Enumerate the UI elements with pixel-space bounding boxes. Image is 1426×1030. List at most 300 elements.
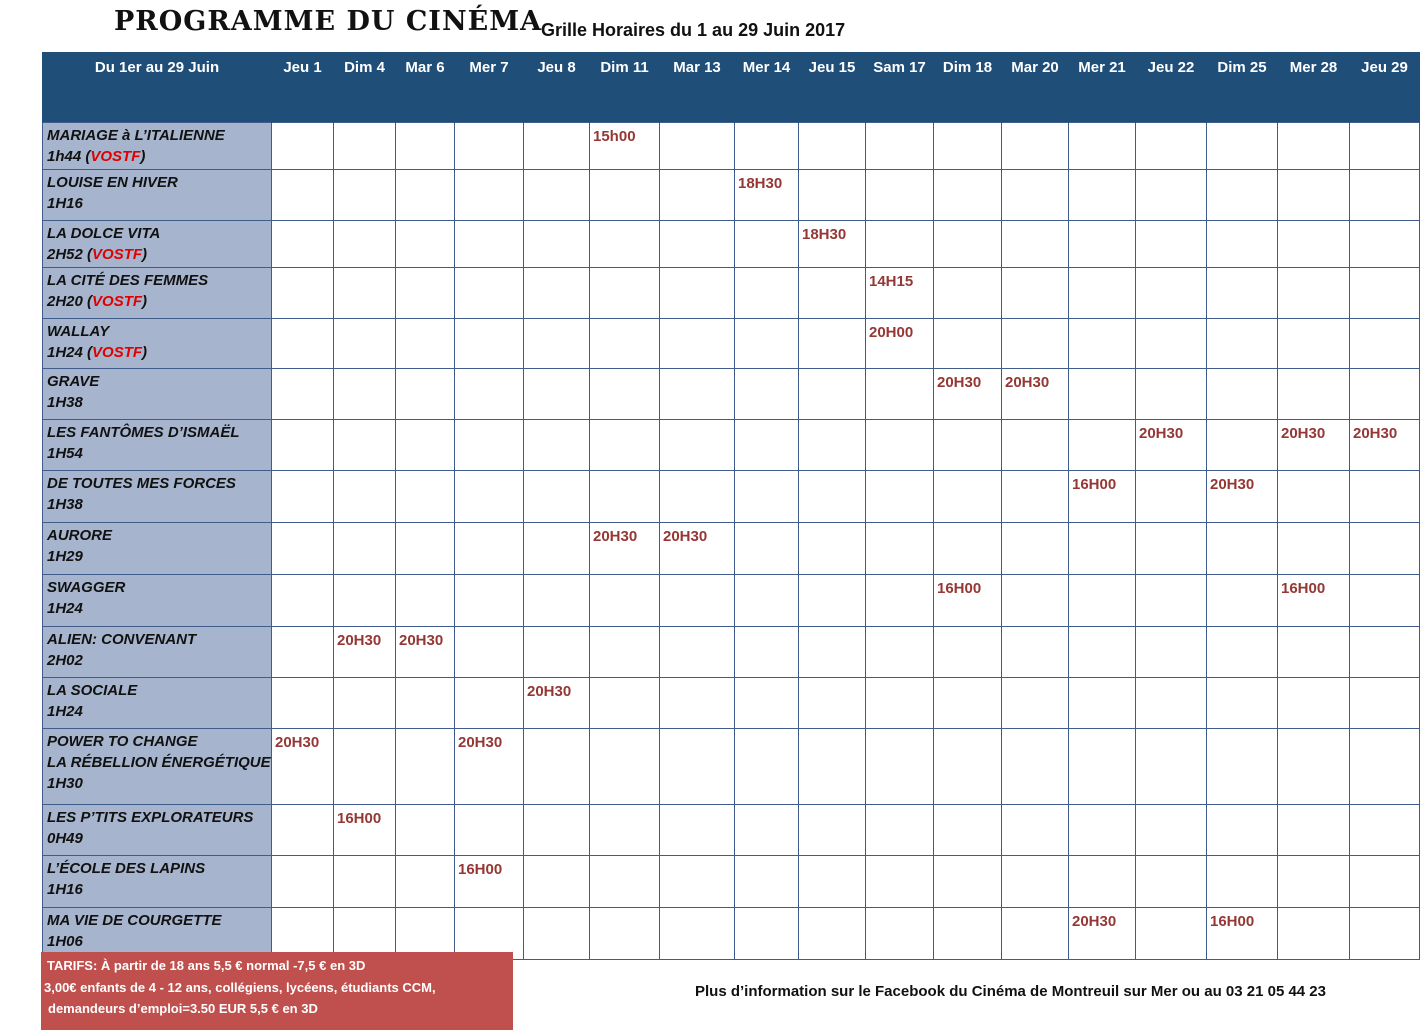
showtime-cell xyxy=(934,523,1002,575)
film-title-cell xyxy=(43,420,272,471)
showtime-cell xyxy=(396,369,455,420)
showtime-cell xyxy=(934,319,1002,369)
showtime-cell xyxy=(735,908,799,960)
film-duration: 1H38 xyxy=(47,394,83,411)
showtime-cell xyxy=(590,170,660,221)
showtime-cell xyxy=(1350,856,1420,908)
date-column-header: Mar 13 xyxy=(660,52,735,123)
showtime-cell xyxy=(396,170,455,221)
corner-label: Du 1er au 29 Juin xyxy=(43,52,272,123)
showtime-cell xyxy=(1002,908,1069,960)
showtime-cell xyxy=(1136,575,1207,627)
showtime-cell xyxy=(1002,369,1069,420)
page-title: PROGRAMME DU CINÉMA xyxy=(114,6,543,37)
showtime-cell xyxy=(1350,170,1420,221)
film-duration: 2H52 xyxy=(47,246,83,263)
showtime-cell xyxy=(455,369,524,420)
showtime: 16H00 xyxy=(937,580,982,597)
showtime-cell xyxy=(934,471,1002,523)
film-title-cell xyxy=(43,471,272,523)
film-duration: 2H02 xyxy=(47,652,83,669)
showtime-cell xyxy=(799,678,866,729)
showtime-cell xyxy=(1136,471,1207,523)
showtime-cell xyxy=(590,420,660,471)
showtime-cell xyxy=(1207,268,1278,319)
showtime-cell xyxy=(334,678,396,729)
showtime-cell xyxy=(1136,369,1207,420)
showtime: 16H00 xyxy=(337,810,382,827)
showtime-cell xyxy=(334,627,396,678)
showtime-cell xyxy=(1069,369,1136,420)
showtime-cell xyxy=(524,221,590,268)
showtime-cell xyxy=(866,268,934,319)
page-subtitle: Grille Horaires du 1 au 29 Juin 2017 xyxy=(541,20,846,40)
showtime-cell xyxy=(334,575,396,627)
film-title-cell xyxy=(43,268,272,319)
showtime: 20H30 xyxy=(1139,425,1184,442)
showtime-cell xyxy=(1002,319,1069,369)
showtime-cell xyxy=(396,123,455,170)
film-title: ALIEN: CONVENANT xyxy=(47,631,197,648)
showtime-cell xyxy=(934,729,1002,805)
showtime-cell xyxy=(735,805,799,856)
date-column-header: Mer 7 xyxy=(455,52,524,123)
showtime-cell xyxy=(1002,170,1069,221)
showtime-cell xyxy=(1278,729,1350,805)
showtime-cell xyxy=(455,319,524,369)
film-duration-line xyxy=(47,879,267,900)
showtime-cell xyxy=(1278,319,1350,369)
showtime: 14H15 xyxy=(869,273,914,290)
showtime-cell xyxy=(866,221,934,268)
showtime-cell xyxy=(524,678,590,729)
showtime-cell xyxy=(660,268,735,319)
showtime-cell xyxy=(1207,908,1278,960)
showtime-cell xyxy=(1002,268,1069,319)
film-duration-line: 2H52 (VOSTF) xyxy=(47,246,148,263)
date-column-header: Jeu 1 xyxy=(272,52,334,123)
showtime-cell xyxy=(799,729,866,805)
showtime-cell xyxy=(1278,420,1350,471)
showtime-cell xyxy=(590,319,660,369)
showtime-cell xyxy=(272,221,334,268)
showtime-cell xyxy=(524,523,590,575)
showtime-cell xyxy=(735,856,799,908)
showtime-cell xyxy=(660,221,735,268)
date-column-header: Mer 28 xyxy=(1278,52,1350,123)
showtime-cell xyxy=(1136,123,1207,170)
showtime-cell xyxy=(1069,420,1136,471)
showtime-cell xyxy=(272,369,334,420)
showtime: 20H30 xyxy=(458,734,503,751)
vostf-badge: VOSTF xyxy=(92,344,143,361)
showtime-cell xyxy=(334,221,396,268)
film-title: LA CITÉ DES FEMMES xyxy=(47,272,209,289)
film-duration: 1H38 xyxy=(47,496,83,513)
date-column-header: Jeu 29 xyxy=(1350,52,1420,123)
showtime-cell xyxy=(396,805,455,856)
film-duration-line: 1h44 (VOSTF) xyxy=(47,148,146,165)
showtime-cell xyxy=(590,123,660,170)
film-duration: 1H24 xyxy=(47,344,83,361)
showtime-cell xyxy=(799,369,866,420)
date-column-header: Jeu 22 xyxy=(1136,52,1207,123)
showtime-cell xyxy=(1350,123,1420,170)
showtime-cell xyxy=(1350,420,1420,471)
showtime-cell xyxy=(1136,170,1207,221)
showtime-cell xyxy=(934,268,1002,319)
showtime-cell xyxy=(866,523,934,575)
showtime-cell xyxy=(1069,678,1136,729)
showtime-cell xyxy=(735,471,799,523)
showtime-cell xyxy=(1002,221,1069,268)
film-row xyxy=(43,123,1420,170)
showtime: 16H00 xyxy=(1072,476,1117,493)
showtime: 20H30 xyxy=(527,683,572,700)
film-title: LA DOLCE VITA xyxy=(47,225,161,242)
showtime-cell xyxy=(1136,856,1207,908)
showtime-cell xyxy=(1069,908,1136,960)
showtime-cell xyxy=(455,729,524,805)
showtime-cell xyxy=(455,268,524,319)
film-duration: 1h44 xyxy=(47,148,82,165)
showtime-cell xyxy=(1136,319,1207,369)
film-title-cell xyxy=(43,170,272,221)
film-title-cell xyxy=(43,729,272,805)
showtime-cell xyxy=(934,805,1002,856)
showtime-cell xyxy=(524,268,590,319)
showtime-cell xyxy=(1278,123,1350,170)
showtime-cell xyxy=(524,856,590,908)
film-duration: 1H24 xyxy=(47,703,83,720)
showtime-cell xyxy=(334,268,396,319)
film-title: DE TOUTES MES FORCES xyxy=(47,475,236,492)
showtime-cell xyxy=(799,908,866,960)
showtime-cell xyxy=(934,575,1002,627)
film-title-cell xyxy=(43,369,272,420)
film-duration: 1H54 xyxy=(47,445,83,462)
showtime-cell xyxy=(590,268,660,319)
showtime-cell xyxy=(524,170,590,221)
showtime-cell xyxy=(1002,627,1069,678)
showtime: 20H30 xyxy=(1353,425,1398,442)
showtime-cell xyxy=(1136,908,1207,960)
film-title: LA RÉBELLION ÉNERGÉTIQUE xyxy=(47,754,271,771)
film-title: LES P’TITS EXPLORATEURS xyxy=(47,809,254,826)
showtime-cell xyxy=(590,856,660,908)
showtime-cell xyxy=(660,123,735,170)
film-title-cell xyxy=(43,678,272,729)
showtime-cell xyxy=(1278,523,1350,575)
showtime-cell xyxy=(455,575,524,627)
showtime-cell xyxy=(934,856,1002,908)
showtime-cell xyxy=(524,369,590,420)
showtime-cell xyxy=(934,420,1002,471)
date-column-header: Mar 20 xyxy=(1002,52,1069,123)
showtime-cell xyxy=(1069,523,1136,575)
showtime-cell xyxy=(1350,678,1420,729)
showtime-cell xyxy=(660,319,735,369)
showtime-cell xyxy=(590,221,660,268)
showtime-cell xyxy=(524,420,590,471)
showtime-cell xyxy=(334,369,396,420)
film-duration: 1H16 xyxy=(47,195,83,212)
showtime-cell xyxy=(1136,268,1207,319)
showtime-cell xyxy=(334,805,396,856)
film-duration: 2H20 xyxy=(47,293,83,310)
showtime-cell xyxy=(272,170,334,221)
showtime: 20H30 xyxy=(1210,476,1255,493)
film-duration-line xyxy=(47,598,267,619)
showtime-cell xyxy=(334,319,396,369)
showtime-cell xyxy=(1069,729,1136,805)
showtime: 20H30 xyxy=(663,528,708,545)
showtime-cell xyxy=(1069,575,1136,627)
film-duration-line xyxy=(47,931,267,952)
film-duration: 1H30 xyxy=(47,775,83,792)
showtime-cell xyxy=(396,268,455,319)
showtime-cell xyxy=(799,170,866,221)
showtime: 20H30 xyxy=(1005,374,1050,391)
film-row xyxy=(43,369,1420,420)
film-duration-line xyxy=(47,701,267,722)
showtime-cell xyxy=(524,123,590,170)
showtime-cell xyxy=(1278,805,1350,856)
date-column-header: Dim 4 xyxy=(334,52,396,123)
showtime-cell xyxy=(934,627,1002,678)
showtime-cell xyxy=(272,678,334,729)
showtime-cell xyxy=(524,908,590,960)
showtime-cell xyxy=(934,221,1002,268)
showtime-cell xyxy=(272,523,334,575)
showtime-cell xyxy=(455,123,524,170)
showtime-cell xyxy=(1002,523,1069,575)
showtime-cell xyxy=(272,268,334,319)
showtime-cell xyxy=(799,221,866,268)
showtime-cell xyxy=(1350,319,1420,369)
showtime-cell xyxy=(1278,369,1350,420)
showtime-cell xyxy=(590,627,660,678)
showtime-cell xyxy=(590,575,660,627)
showtime-cell xyxy=(1278,856,1350,908)
showtime-cell xyxy=(1207,729,1278,805)
showtime-cell xyxy=(1069,221,1136,268)
showtime-cell xyxy=(590,729,660,805)
showtime-cell xyxy=(1069,268,1136,319)
showtime-cell xyxy=(1350,575,1420,627)
showtime-cell xyxy=(455,420,524,471)
film-row xyxy=(43,729,1420,805)
showtime-cell xyxy=(1002,856,1069,908)
showtime-cell xyxy=(660,420,735,471)
showtime-cell xyxy=(334,123,396,170)
showtime-cell xyxy=(866,319,934,369)
showtime-cell xyxy=(799,805,866,856)
showtime-cell xyxy=(735,420,799,471)
showtime-cell xyxy=(1207,523,1278,575)
film-row xyxy=(43,523,1420,575)
film-title-cell xyxy=(43,523,272,575)
film-row xyxy=(43,170,1420,221)
showtime-cell xyxy=(1207,575,1278,627)
showtime-cell xyxy=(1278,575,1350,627)
showtime-cell xyxy=(660,856,735,908)
showtime-cell xyxy=(1207,369,1278,420)
showtime-cell xyxy=(866,471,934,523)
showtime-cell xyxy=(1278,908,1350,960)
film-row xyxy=(43,575,1420,627)
showtime-cell xyxy=(660,729,735,805)
showtime-cell xyxy=(735,319,799,369)
showtime-cell xyxy=(1207,627,1278,678)
showtime-cell xyxy=(396,729,455,805)
showtime-cell xyxy=(866,856,934,908)
schedule-header-row xyxy=(43,52,1420,123)
film-duration-line xyxy=(47,828,267,849)
showtime-cell xyxy=(272,729,334,805)
showtime-cell xyxy=(1207,420,1278,471)
showtime-cell xyxy=(660,471,735,523)
showtime-cell xyxy=(934,123,1002,170)
showtime-cell xyxy=(660,369,735,420)
schedule-table xyxy=(42,52,1420,960)
film-title-cell xyxy=(43,319,272,369)
film-duration-line xyxy=(47,392,267,413)
film-title: WALLAY xyxy=(47,323,110,340)
showtime-cell xyxy=(334,523,396,575)
tarifs-box xyxy=(41,952,513,1030)
showtime-cell xyxy=(396,221,455,268)
showtime-cell xyxy=(1136,420,1207,471)
date-column-header: Mer 21 xyxy=(1069,52,1136,123)
film-duration-line: 2H20 (VOSTF) xyxy=(47,293,148,310)
showtime-cell xyxy=(590,523,660,575)
showtime-cell xyxy=(660,805,735,856)
showtime-cell xyxy=(1136,523,1207,575)
showtime-cell xyxy=(272,420,334,471)
showtime-cell xyxy=(1278,170,1350,221)
showtime-cell xyxy=(334,170,396,221)
showtime-cell xyxy=(1002,678,1069,729)
film-duration: 1H16 xyxy=(47,881,83,898)
showtime-cell xyxy=(272,123,334,170)
showtime-cell xyxy=(1278,268,1350,319)
film-row xyxy=(43,627,1420,678)
showtime: 16H00 xyxy=(458,861,503,878)
showtime: 16H00 xyxy=(1281,580,1326,597)
showtime-cell xyxy=(866,678,934,729)
showtime-cell xyxy=(1069,123,1136,170)
showtime-cell xyxy=(1207,170,1278,221)
showtime-cell xyxy=(799,268,866,319)
film-title-cell xyxy=(43,221,272,268)
showtime-cell xyxy=(799,319,866,369)
showtime-cell xyxy=(866,729,934,805)
showtime-cell xyxy=(735,575,799,627)
showtime-cell xyxy=(590,805,660,856)
film-title-cell xyxy=(43,123,272,170)
date-column-header: Jeu 8 xyxy=(524,52,590,123)
showtime-cell xyxy=(1207,221,1278,268)
tarifs-line: 3,00€ enfants de 4 - 12 ans, collégiens, lycéens, étudiants CCM, xyxy=(44,979,436,995)
film-title-cell xyxy=(43,627,272,678)
film-title: SWAGGER xyxy=(47,579,126,596)
showtime-cell xyxy=(660,575,735,627)
showtime-cell xyxy=(866,908,934,960)
showtime-cell xyxy=(1002,575,1069,627)
showtime: 20H30 xyxy=(593,528,638,545)
date-column-header: Mer 14 xyxy=(735,52,799,123)
showtime: 20H30 xyxy=(399,632,444,649)
film-duration-line xyxy=(47,443,267,464)
schedule-body xyxy=(43,123,1420,960)
showtime-cell xyxy=(396,471,455,523)
date-column-header: Sam 17 xyxy=(866,52,934,123)
showtime-cell xyxy=(1069,627,1136,678)
showtime-cell xyxy=(934,170,1002,221)
showtime-cell xyxy=(799,575,866,627)
showtime: 20H30 xyxy=(1072,913,1117,930)
film-row xyxy=(43,319,1420,369)
showtime-cell xyxy=(455,805,524,856)
showtime-cell xyxy=(396,420,455,471)
showtime-cell xyxy=(1350,523,1420,575)
film-title: LA SOCIALE xyxy=(47,682,138,699)
showtime-cell xyxy=(735,678,799,729)
showtime-cell xyxy=(396,319,455,369)
showtime-cell xyxy=(1069,170,1136,221)
film-duration: 1H29 xyxy=(47,548,83,565)
film-duration: 1H06 xyxy=(47,933,83,950)
showtime-cell xyxy=(1207,471,1278,523)
film-title-cell xyxy=(43,856,272,908)
showtime-cell xyxy=(334,420,396,471)
showtime-cell xyxy=(866,627,934,678)
showtime: 18H30 xyxy=(738,175,783,192)
showtime-cell xyxy=(455,523,524,575)
showtime-cell xyxy=(396,678,455,729)
showtime-cell xyxy=(272,856,334,908)
showtime-cell xyxy=(934,678,1002,729)
film-duration-line xyxy=(47,494,267,515)
showtime-cell xyxy=(272,575,334,627)
showtime-cell xyxy=(735,729,799,805)
film-row xyxy=(43,471,1420,523)
showtime-cell xyxy=(396,856,455,908)
showtime-cell xyxy=(1069,471,1136,523)
showtime-cell xyxy=(455,170,524,221)
tarifs-line: demandeurs d’emploi=3.50 EUR 5,5 € en 3D xyxy=(48,1001,318,1016)
showtime: 20H30 xyxy=(337,632,382,649)
showtime-cell xyxy=(396,627,455,678)
showtime-cell xyxy=(735,369,799,420)
showtime-cell xyxy=(1350,805,1420,856)
showtime-cell xyxy=(934,369,1002,420)
film-duration-line xyxy=(47,546,267,567)
showtime-cell xyxy=(660,170,735,221)
showtime-cell xyxy=(735,627,799,678)
film-title: POWER TO CHANGE xyxy=(47,733,198,750)
showtime-cell xyxy=(334,471,396,523)
film-title: MA VIE DE COURGETTE xyxy=(47,912,222,929)
showtime-cell xyxy=(1207,123,1278,170)
date-column-header: Dim 18 xyxy=(934,52,1002,123)
showtime-cell xyxy=(866,575,934,627)
film-title: AURORE xyxy=(47,527,113,544)
showtime-cell xyxy=(735,221,799,268)
showtime-cell xyxy=(866,420,934,471)
showtime-cell xyxy=(590,908,660,960)
